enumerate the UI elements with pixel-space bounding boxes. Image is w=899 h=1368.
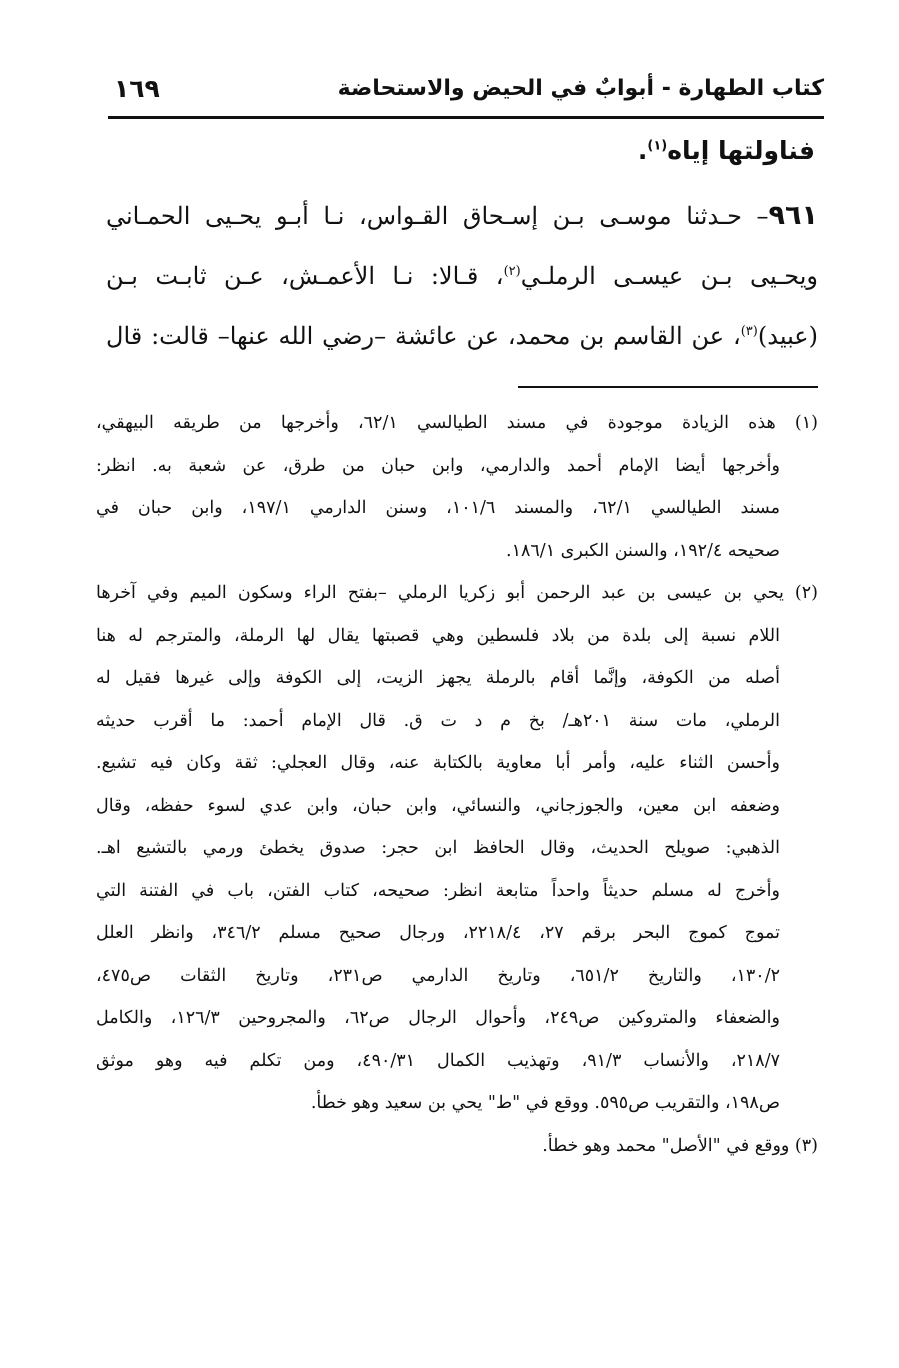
- footnote-2-line: اللام نسبة إلى بلدة من بلاد فلسطين وهي قصبتها يقال لها الرملة، والمترجم له هنا: [96, 625, 780, 646]
- footnote-2-line: والضعفاء والمتروكين ص٢٤٩، وأحوال الرجال ص٦٢، والمجروحين ١٢٦/٣، والكامل: [96, 1008, 780, 1028]
- page-number: ١٦٩: [114, 74, 160, 103]
- footnote-2-line: ١٣٠/٢، والتاريخ ٦٥١/٢، وتاريخ الدارمي ص٢٣١، وتاريخ الثقات ص٤٧٥،: [96, 965, 780, 986]
- hadith-line-3b-text: ، عن القاسم بن محمد، عن عائشة –رضي الله عنها– قالت: قال: [106, 322, 741, 350]
- footnote-3-line: (٣) ووقع في "الأصل" محمد وهو خطأ.: [542, 1135, 818, 1156]
- hadith-line-1-text: – حـدثنا موسـى بـن إسـحاق القـواس، نـا أبـو يحـيى الحمـاني: [106, 202, 769, 230]
- footnote-ref-2: (٢): [503, 264, 521, 279]
- footnote-2-line: تموج كموج البحر برقم ٢٧، ٢٢١٨/٤، ورجال صحيح مسلم ٣٤٦/٢، وانظر العلل: [96, 923, 780, 943]
- header-title: كتاب الطهارة - أبوابٌ في الحيض والاستحاضة: [337, 76, 824, 101]
- header-rule: [108, 116, 824, 119]
- footnote-separator: [518, 386, 818, 388]
- footnote-1-line: صحيحه ١٩٢/٤، والسنن الكبرى ١٨٦/١.: [506, 540, 780, 561]
- footnotes: [96, 402, 818, 1167]
- hadith-line-3: [106, 306, 818, 366]
- footnote-2-line: وأحسن الثناء عليه، وأمر أبا معاوية بالكتابة عنه، وقال العجلي: ثقة وكان فيه تشيع.: [96, 753, 780, 773]
- hadith-text: [106, 186, 818, 366]
- footnote-2-line: ٢١٨/٧، والأنساب ٩١/٣، وتهذيب الكمال ٤٩٠/٣١، ومن تكلم فيه وهو موثق: [96, 1050, 780, 1071]
- footnote-2-line: الرملي، مات سنة ٢٠١هـ/ بخ م د ت ق. قال الإمام أحمد: ما أقرب حديثه: [96, 710, 780, 731]
- hadith-line-1: [106, 186, 818, 246]
- footnote-2-line: (٢) يحي بن عيسى بن عبد الرحمن أبو زكريا الرملي –بفتح الراء وسكون الميم وفي آخرها: [96, 583, 818, 603]
- footnote-1-line: (١) هذه الزيادة موجودة في مسند الطيالسي ٦٢/١، وأخرجها من طريقه البيهقي،: [96, 413, 818, 433]
- hadith-line-2: [106, 246, 818, 306]
- hadith-number: ٩٦١: [768, 200, 818, 231]
- running-header: [108, 74, 824, 114]
- footnote-2-line: وضعفه ابن معين، والجوزجاني، والنسائي، وابن حبان، وابن عدي لسوء حفظه، وقال: [96, 795, 780, 816]
- footnote-2-line: أصله من الكوفة، وإنَّما أقام بالرملة يجهز الزيت، إلى الكوفة وإلى غيرها فقيل له: [96, 668, 780, 688]
- footnote-2-line: ص١٩٨، والتقريب ص٥٩٥. ووقع في "ط" يحي بن سعيد وهو خطأ.: [310, 1093, 780, 1113]
- lead-line: فناولتها إياه$^{(١)}$.: [637, 136, 815, 165]
- footnote-ref-3: (٣): [740, 324, 758, 339]
- hadith-line-3a-text: (عبيد): [757, 322, 818, 350]
- hadith-line-2b-text: ، قـالا: نـا الأعمـش، عـن ثابـت بـن: [106, 262, 504, 290]
- footnote-2-line: وأخرج له مسلم حديثاً واحداً متابعة انظر: صحيحه، كتاب الفتن، باب في الفتنة التي: [96, 880, 780, 901]
- lead-line-text: فناولتها إياه: [667, 136, 815, 165]
- footnote-ref-1: (١): [647, 138, 668, 154]
- hadith-line-2a-text: ويحـيى بـن عيسـى الرملـي: [520, 262, 818, 290]
- footnote-1-line: وأخرجها أيضا الإمام أحمد والدارمي، وابن حبان من طرق، عن شعبة به. انظر:: [96, 455, 780, 476]
- footnote-1-line: مسند الطيالسي ٦٢/١، والمسند ١٠١/٦، وسنن الدارمي ١٩٧/١، وابن حبان في: [96, 498, 780, 518]
- footnote-2-line: الذهبي: صويلح الحديث، وقال الحافظ ابن حجر: صدوق يخطئ ورمي بالتشيع اهـ.: [96, 838, 780, 858]
